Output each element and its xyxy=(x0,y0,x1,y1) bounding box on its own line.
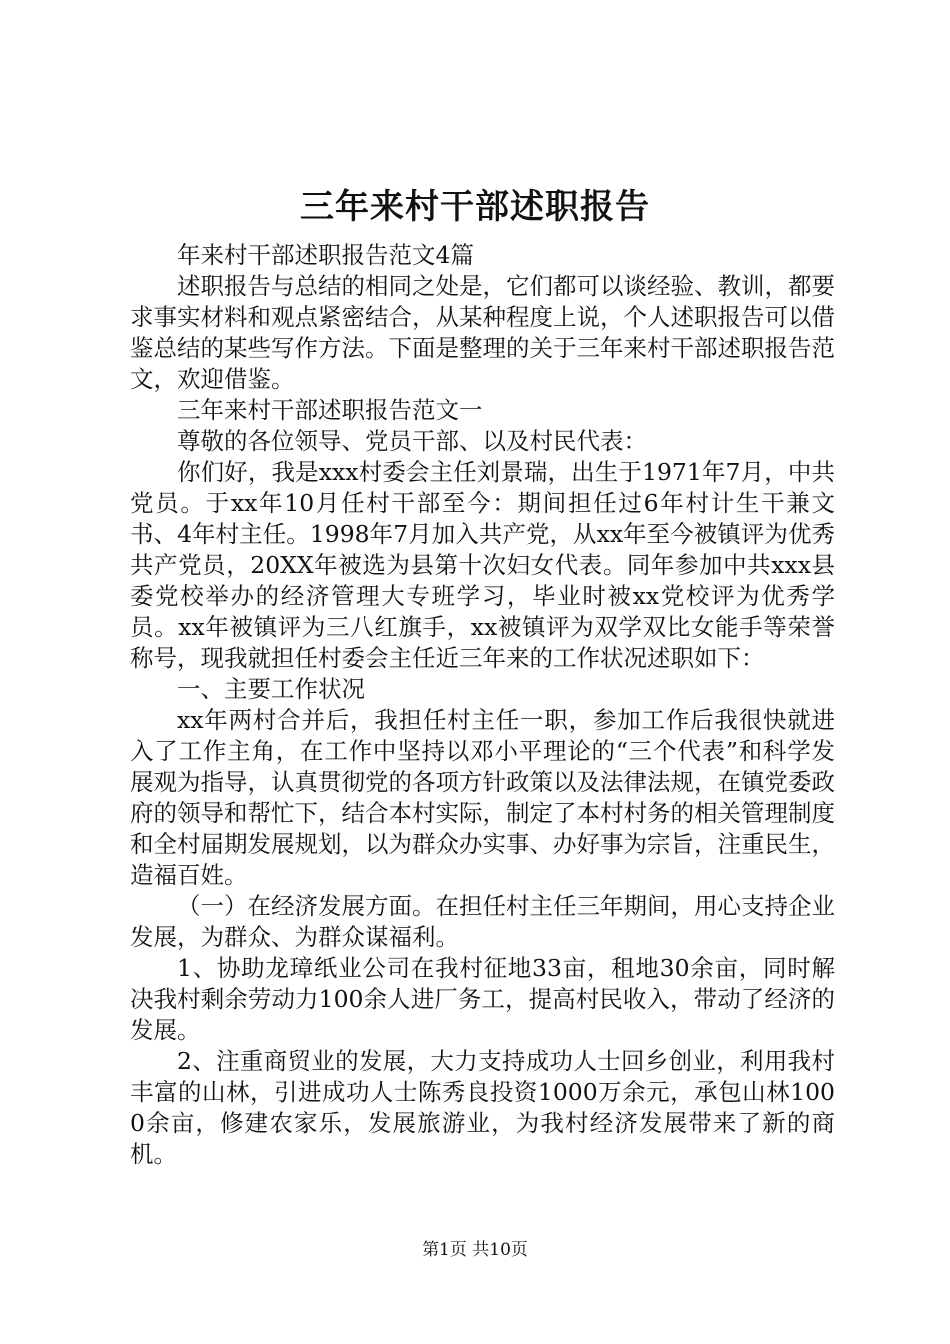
paragraph: 尊敬的各位领导、党员干部、以及村民代表： xyxy=(177,427,647,455)
paragraph: 2、注重商贸业的发展，大力支持成功人士回乡创业，利用我村丰富的山林，引进成功人士陈秀良投资1000万余元，承包山林1000余亩，修建农家乐，发展旅游业，为我村经济发展带来了新的商机。 xyxy=(130,1047,835,1168)
section-heading: 一、主要工作状况 xyxy=(177,675,365,703)
paragraph: （一）在经济发展方面。在担任村主任三年期间，用心支持企业发展，为群众、为群众谋福利。 xyxy=(130,892,835,951)
document-title: 三年来村干部述职报告 xyxy=(300,187,650,227)
document-body xyxy=(130,240,835,1170)
page-footer: 第1页 共10页 xyxy=(422,1240,528,1260)
paragraph: 年来村干部述职报告范文4篇 xyxy=(177,241,474,269)
paragraph: 你们好，我是xxx村委会主任刘景瑞，出生于1971年7月，中共党员。于xx年10月任村干部至今：期间担任过6年村计生干兼文书、4年村主任。1998年7月加入共产党，从xx年至今被镇评为优秀共产党员，20XX年被选为县第十次妇女代表。同年参加中共xxx县委党校举办的经济管理大专班学习，毕业时被xx党校评为优秀学员。xx年被镇评为三八红旗手，xx被镇评为双学双比女能手等荣誉称号，现我就担任村委会主任近三年来的工作状况述职如下： xyxy=(130,458,835,672)
paragraph: 1、协助龙璋纸业公司在我村征地33亩，租地30余亩，同时解决我村剩余劳动力100余人进厂务工，提高村民收入，带动了经济的发展。 xyxy=(130,954,835,1044)
paragraph: 述职报告与总结的相同之处是，它们都可以谈经验、教训，都要求事实材料和观点紧密结合，从某种程度上说，个人述职报告可以借鉴总结的某些写作方法。下面是整理的关于三年来村干部述职报告范文，欢迎借鉴。 xyxy=(130,272,835,393)
paragraph: 三年来村干部述职报告范文一 xyxy=(177,396,483,424)
paragraph: xx年两村合并后，我担任村主任一职，参加工作后我很快就进入了工作主角，在工作中坚持以邓小平理论的“三个代表”和科学发展观为指导，认真贯彻党的各项方针政策以及法律法规，在镇党委政府的领导和帮忙下，结合本村实际，制定了本村村务的相关管理制度和全村届期发展规划，以为群众办实事、办好事为宗旨，注重民生，造福百姓。 xyxy=(130,706,835,889)
